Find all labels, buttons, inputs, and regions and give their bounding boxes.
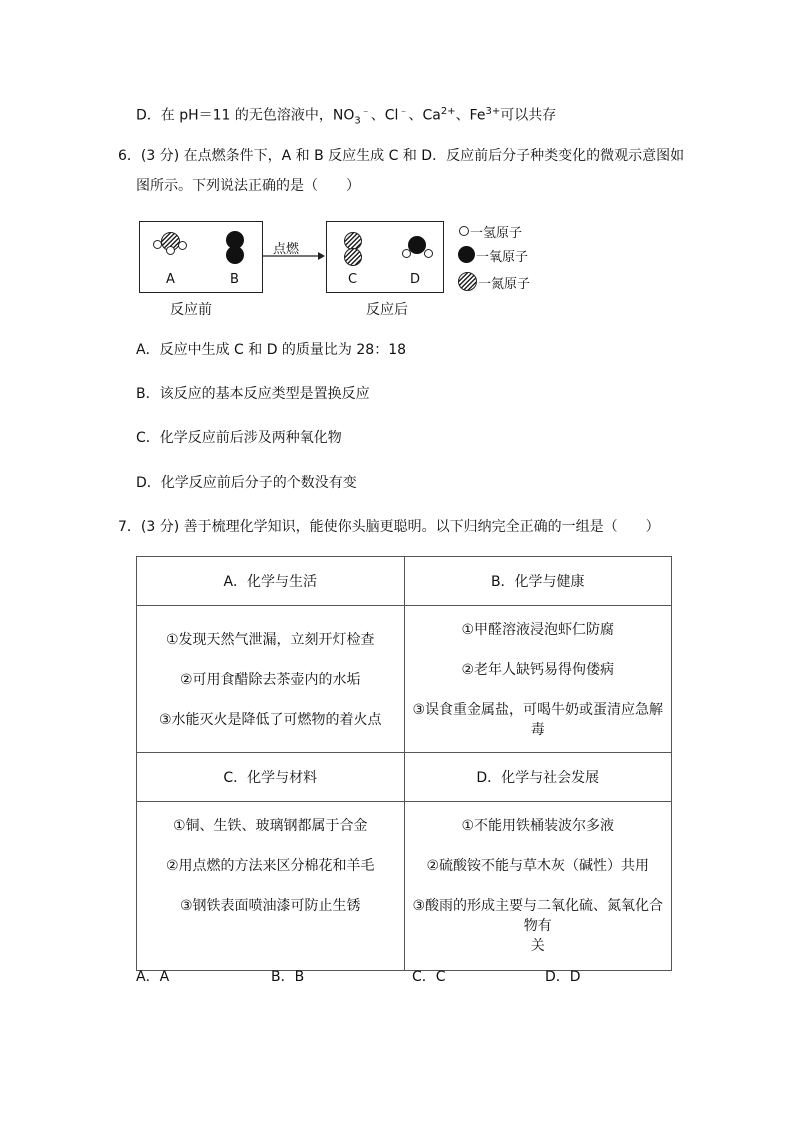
legend-nitrogen-icon (458, 272, 477, 291)
cell-a (137, 606, 405, 753)
legend-hydrogen-icon (459, 226, 469, 236)
cell-b (404, 606, 672, 753)
q7-answer-b: B．B (271, 969, 305, 985)
label-d: D (410, 272, 421, 287)
q6-option-d: D．化学反应前后分子的个数没有变 (136, 475, 357, 491)
q6-option-c: C．化学反应前后涉及两种氧化物 (136, 430, 342, 446)
hydrogen-atom-icon (166, 246, 175, 255)
hydrogen-atom-icon (424, 249, 433, 258)
q6-stem-line2: 图所示。下列说法正确的是（ ） (136, 178, 360, 194)
q5-option-d (136, 102, 556, 131)
q5-d-sub: 3 (354, 115, 361, 127)
cell-b-item: ②老年人缺钙易得佝偻病 (461, 662, 615, 678)
q6-option-a: A．反应中生成 C 和 D 的质量比为 28：18 (136, 342, 407, 358)
header-d: D．化学与社会发展 (404, 753, 672, 802)
legend-oxygen: 一氧原子 (476, 250, 529, 265)
hydrogen-atom-icon (153, 240, 162, 249)
cell-c (137, 802, 405, 971)
header-c: C．化学与材料 (137, 753, 405, 802)
q6-option-b: B．该反应的基本反应类型是置换反应 (136, 386, 370, 402)
q5-d-sup: 2+ (440, 106, 456, 117)
q5-d-sup: ﹣ (360, 106, 371, 117)
cell-d-item: ①不能用铁桶装波尔多液 (461, 818, 615, 834)
cell-d-item-part: 关 (530, 938, 545, 954)
q7-table (136, 556, 672, 971)
oxygen-atom-icon (226, 246, 244, 264)
q7-stem: 7．(3 分) 善于梳理化学知识，能使你头脑更聪明。以下归纳完全正确的一组是（ ） (118, 519, 660, 535)
arrow-label: 点燃 (273, 242, 300, 257)
q5-d-sup: ﹣ (398, 106, 409, 117)
legend-hydrogen: 一氢原子 (470, 226, 523, 241)
cell-a-item: ②可用食醋除去茶壶内的水垢 (179, 672, 361, 688)
cell-a-item: ①发现天然气泄漏，立刻开灯检查 (165, 632, 375, 648)
caption-before: 反应前 (170, 302, 212, 318)
q5-d-text: D．在 pH＝11 的无色溶液中，NO (136, 107, 355, 124)
cell-d-item: ②硫酸铵不能与草木灰（碱性）共用 (426, 858, 650, 874)
q7-answer-a: A．A (136, 969, 170, 985)
label-b: B (230, 272, 239, 287)
q6-stem-line1: 6．(3 分) 在点燃条件下，A 和 B 反应生成 C 和 D．反应前后分子种类变化的微观示意图如 (118, 148, 685, 164)
legend-oxygen-icon (458, 246, 475, 263)
label-c: C (348, 272, 358, 287)
arrow-icon (262, 250, 326, 262)
cell-b-item: ①甲醛溶液浸泡虾仁防腐 (461, 622, 615, 638)
hydrogen-atom-icon (178, 241, 187, 250)
label-a: A (166, 272, 175, 287)
cell-d (404, 802, 672, 971)
cell-d-item (407, 896, 670, 956)
legend-nitrogen: 一氮原子 (478, 277, 531, 292)
cell-d-item-part: ③酸雨的形成主要与二氧化硫、氮氧化合物有 (412, 898, 664, 934)
q5-d-text: 、Fe (455, 107, 486, 124)
cell-c-item: ②用点燃的方法来区分棉花和羊毛 (165, 858, 375, 874)
cell-c-item: ①铜、生铁、玻璃钢都属于合金 (172, 818, 368, 834)
q7-answer-d: D．D (545, 969, 581, 985)
caption-after: 反应后 (366, 302, 408, 318)
before-box (139, 221, 263, 293)
cell-a-item: ③水能灭火是降低了可燃物的着火点 (158, 712, 382, 728)
cell-c-item: ③钢铁表面喷油漆可防止生锈 (179, 898, 361, 914)
header-a: A．化学与生活 (137, 557, 405, 606)
q7-answer-c: C．C (412, 969, 446, 985)
q5-d-text: 、Ca (408, 107, 441, 124)
cell-b-item: ③误食重金属盐，可喝牛奶或蛋清应急解毒 (412, 702, 664, 738)
nitrogen-atom-icon (344, 248, 362, 266)
q5-d-text: 可以共存 (500, 107, 557, 124)
header-b: B．化学与健康 (404, 557, 672, 606)
q5-d-sup: 3+ (485, 106, 501, 117)
q5-d-text: 、Cl (370, 107, 399, 124)
